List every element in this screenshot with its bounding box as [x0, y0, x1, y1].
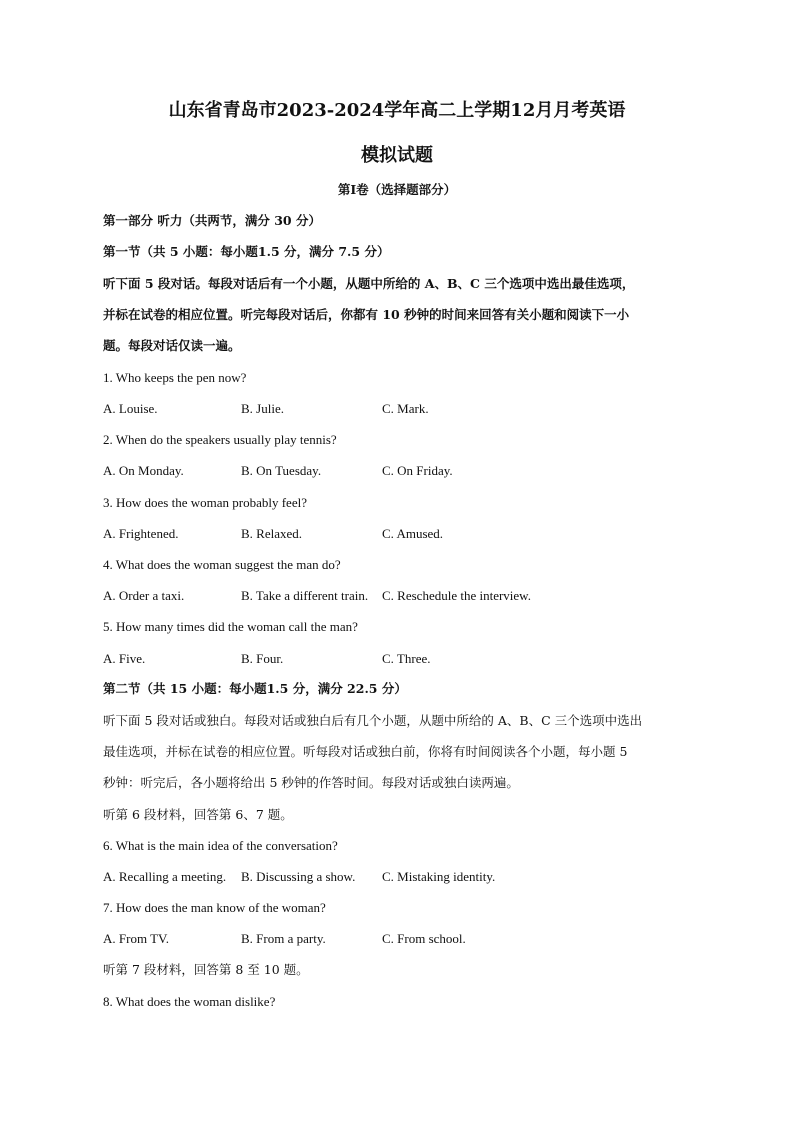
document-title-line1: 山东省青岛市2023-2024学年高二上学期12月月考英语 [168, 100, 626, 121]
material-instruction: 听第 7 段材料，回答第 8 至 10 题。 [103, 962, 309, 977]
option-a: A. From TV. [103, 931, 169, 946]
section1-instruction-line: 并标在试卷的相应位置。听完每段对话后，你都有 10 秒钟的时间来回答有关小题和阅读下一小 [103, 307, 630, 322]
section1-instruction-line: 听下面 5 段对话。每段对话后有一个小题，从题中所给的 A、B、C 三个选项中选出最佳选项， [103, 276, 635, 291]
option-b: B. Julie. [241, 401, 284, 416]
option-b: B. From a party. [241, 931, 326, 946]
option-b: B. Discussing a show. [241, 869, 356, 884]
option-a: A. Louise. [103, 401, 158, 416]
option-a: A. Five. [103, 651, 146, 666]
option-b: B. On Tuesday. [241, 463, 322, 478]
material-instruction: 听第 6 段材料，回答第 6、7 题。 [103, 807, 293, 822]
option-a: A. Frightened. [103, 526, 179, 541]
question-text: 8. What does the woman dislike? [103, 994, 276, 1009]
section2-instruction-line: 听下面 5 段对话或独白。每段对话或独白后有几个小题，从题中所给的 A、B、C 三个选项中选出 [103, 713, 643, 728]
option-c: C. Mark. [382, 401, 429, 416]
question-text: 3. How does the woman probably feel? [103, 495, 307, 510]
option-c: C. From school. [382, 931, 466, 946]
question-text: 7. How does the man know of the woman? [103, 900, 326, 915]
document-title-line2: 模拟试题 [361, 145, 433, 166]
question-text: 5. How many times did the woman call the man? [103, 619, 358, 634]
section1-instruction-line: 题。每段对话仅读一遍。 [103, 338, 241, 353]
option-c: C. Three. [382, 651, 431, 666]
question-text: 2. When do the speakers usually play tennis? [103, 432, 337, 447]
section2-instruction-line: 最佳选项，并标在试卷的相应位置。听每段对话或独白前，你将有时间阅读各个小题，每小题 5 [103, 744, 628, 759]
question-text: 6. What is the main idea of the conversation? [103, 838, 338, 853]
option-a: A. Recalling a meeting. [103, 869, 227, 884]
section2-instruction-line: 秒钟：听完后，各小题将给出 5 秒钟的作答时间。每段对话或独白读两遍。 [103, 775, 519, 790]
option-c: C. Amused. [382, 526, 444, 541]
option-b: B. Relaxed. [241, 526, 303, 541]
option-a: A. On Monday. [103, 463, 184, 478]
question-text: 4. What does the woman suggest the man do? [103, 557, 341, 572]
option-b: B. Four. [241, 651, 284, 666]
question-text: 1. Who keeps the pen now? [103, 370, 247, 385]
option-c: C. On Friday. [382, 463, 453, 478]
option-b: B. Take a different train. [241, 588, 369, 603]
section2-heading: 第二节（共 15 小题：每小题1.5 分，满分 22.5 分） [103, 681, 407, 696]
part1-heading: 第一部分 听力（共两节，满分 30 分） [103, 213, 321, 228]
option-c: C. Mistaking identity. [382, 869, 496, 884]
option-c: C. Reschedule the interview. [382, 588, 531, 603]
section1-heading: 第一节（共 5 小题：每小题1.5 分，满分 7.5 分） [103, 244, 390, 259]
volume-heading: 第Ⅰ卷（选择题部分） [337, 182, 457, 197]
option-a: A. Order a taxi. [103, 588, 185, 603]
